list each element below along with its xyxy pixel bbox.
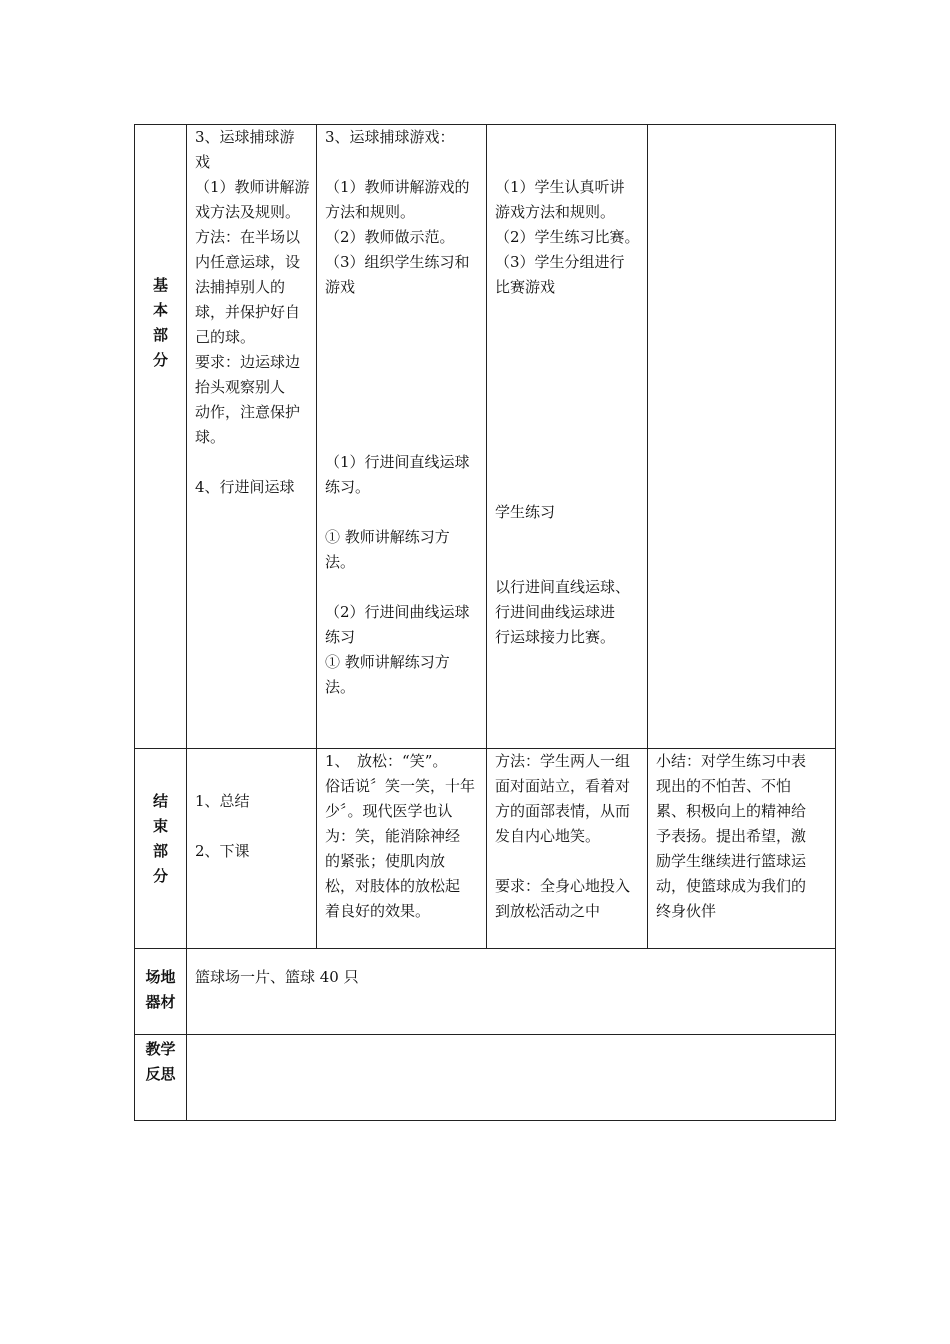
text-line: （2）行进间曲线运球 (325, 603, 470, 621)
text-line: 为：笑，能消除神经 (325, 827, 461, 845)
text-line: 行运球接力比赛。 (495, 628, 616, 646)
text-line: 比赛游戏 (495, 278, 556, 296)
text-line: 学生练习 (495, 503, 556, 521)
text-line: 俗话说〞笑一笑，十年 (325, 777, 476, 795)
text-line: 动作，注意保护 (195, 403, 301, 421)
text-line: 1、总结 (195, 792, 250, 810)
reflection-value-cell (187, 1035, 836, 1121)
text-line: 练习 (325, 628, 356, 646)
text-line: 2、下课 (195, 842, 250, 860)
basic-teacher-cell (317, 125, 487, 749)
blank-line (495, 550, 641, 575)
text-line: 法。 (325, 678, 356, 696)
text-line: 行进间曲线运球进 (495, 603, 616, 621)
end-student-cell (487, 749, 648, 949)
text-line: 少〞。现代医学也认 (325, 802, 453, 820)
venue-value-cell (187, 949, 836, 1035)
text-line: （1）教师讲解游 (195, 178, 310, 196)
lesson-plan-table (134, 124, 836, 1121)
label-char: 本 (152, 301, 168, 319)
label-char: 部 (152, 842, 168, 860)
text-line: 球，并保护好自 (195, 303, 301, 321)
text-line: 励学生继续进行篮球运 (656, 852, 807, 870)
basic-student-cell (487, 125, 648, 749)
text-line: 要求：全身心地投入 (495, 877, 631, 895)
blank-line (325, 575, 480, 600)
blank-line (325, 500, 480, 525)
basic-section-label (135, 125, 187, 749)
label-line: 场地 (145, 968, 176, 986)
label-char: 束 (152, 817, 168, 835)
basic-content-cell (187, 125, 317, 749)
text-line: （3）学生分组进行 (495, 253, 625, 271)
blank-line (495, 849, 641, 874)
text-line: 3、运球捕球游戏： (325, 128, 455, 146)
text-line: 1、 放松：“笑”。 (325, 752, 448, 770)
text-line: 方法和规则。 (325, 203, 416, 221)
venue-label (135, 949, 187, 1035)
text-line: （1）行进间直线运球 (325, 453, 470, 471)
reflection-label (135, 1035, 187, 1121)
end-summary-cell (648, 749, 836, 949)
venue-row (135, 949, 836, 1035)
text-line: 面对面站立，看着对 (495, 777, 631, 795)
label-char: 结 (152, 792, 168, 810)
text-line: 球。 (195, 428, 226, 446)
text-line: 松，对肢体的放松起 (325, 877, 461, 895)
basic-notes-cell (648, 125, 836, 749)
blank-line (195, 814, 310, 839)
label-char: 分 (152, 351, 168, 369)
label-char: 基 (152, 276, 168, 294)
text-line: 终身伙伴 (656, 902, 717, 920)
text-line: 要求：边运球边 (195, 353, 301, 371)
end-teacher-cell (317, 749, 487, 949)
text-line: （2）学生练习比赛。 (495, 228, 640, 246)
text-line: 戏 (195, 153, 211, 171)
text-line: ① 教师讲解练习方 (325, 653, 450, 671)
text-line: 3、运球捕球游 (195, 128, 295, 146)
text-line: 到放松活动之中 (495, 902, 601, 920)
text-line: 方法：在半场以 (195, 228, 301, 246)
text-line: （1）学生认真听讲 (495, 178, 625, 196)
text-line: 法捕掉别人的 (195, 278, 286, 296)
label-char: 分 (152, 867, 168, 885)
text-line: 现出的不怕苦、不怕 (656, 777, 792, 795)
label-line: 器材 (145, 993, 176, 1011)
venue-value: 篮球场一片、篮球 40 只 (195, 968, 359, 986)
text-line: 着良好的效果。 (325, 902, 431, 920)
text-line: 游戏 (325, 278, 356, 296)
text-line: 方的面部表情，从而 (495, 802, 631, 820)
text-line: 4、行进间运球 (195, 478, 295, 496)
text-line: 予表扬。提出希望，激 (656, 827, 807, 845)
text-line: 动，使篮球成为我们的 (656, 877, 807, 895)
text-line: 方法：学生两人一组 (495, 752, 631, 770)
label-char: 部 (152, 326, 168, 344)
text-line: 累、积极向上的精神给 (656, 802, 807, 820)
text-line: 游戏方法和规则。 (495, 203, 616, 221)
text-line: （3）组织学生练习和 (325, 253, 470, 271)
label-line: 教学 (145, 1040, 176, 1058)
text-line: 的紧张；使肌肉放 (325, 852, 446, 870)
text-line: （2）教师做示范。 (325, 228, 455, 246)
text-line: 己的球。 (195, 328, 256, 346)
text-line: ① 教师讲解练习方 (325, 528, 450, 546)
reflection-row (135, 1035, 836, 1121)
text-line: 内任意运球，设 (195, 253, 301, 271)
basic-section-row (135, 125, 836, 749)
text-line: 戏方法及规则。 (195, 203, 301, 221)
text-line: 发自内心地笑。 (495, 827, 601, 845)
text-line: 练习。 (325, 478, 371, 496)
label-line: 反思 (145, 1065, 176, 1083)
text-line: 抬头观察别人 (195, 378, 286, 396)
blank-line (495, 525, 641, 550)
end-content-cell (187, 749, 317, 949)
text-line: 小结：对学生练习中表 (656, 752, 807, 770)
text-line: （1）教师讲解游戏的 (325, 178, 470, 196)
end-section-label (135, 749, 187, 949)
end-section-row (135, 749, 836, 949)
text-line: 以行进间直线运球、 (495, 578, 631, 596)
blank-line (195, 450, 310, 475)
blank-line (325, 150, 480, 175)
text-line: 法。 (325, 553, 356, 571)
